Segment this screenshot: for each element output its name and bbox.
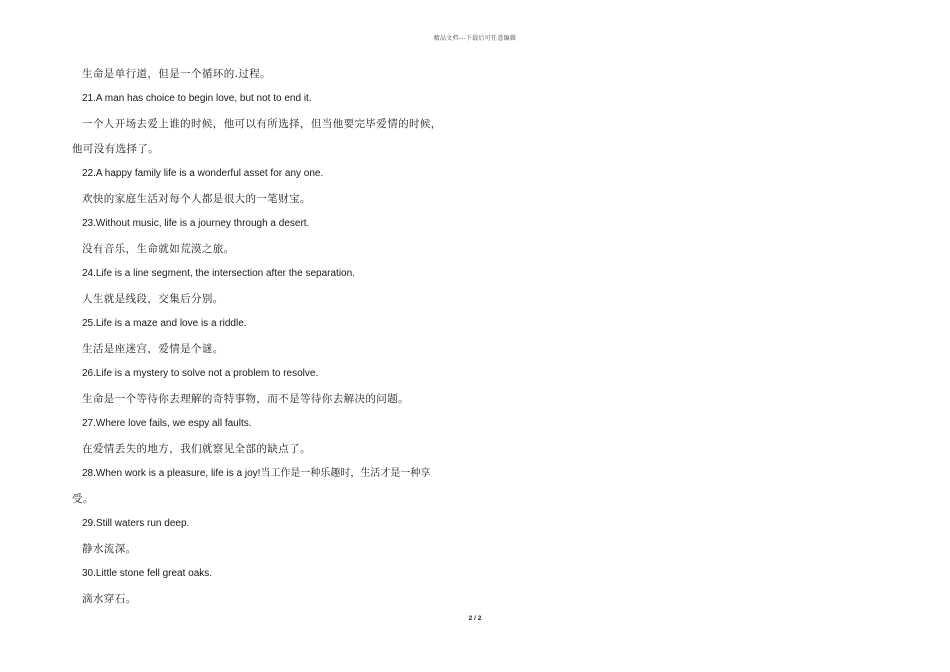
paragraph-line: 他可没有选择了。 — [72, 143, 160, 155]
quote-english: 22.A happy family life is a wonderful asset for any one. — [82, 168, 324, 179]
quote-english: 28.When work is a pleasure, life is a joy!当工作是一种乐趣时，生活才是一种享 — [82, 468, 431, 479]
document-body — [72, 66, 472, 616]
quote-english: 29.Still waters run deep. — [82, 518, 190, 529]
quote-english: 26.Life is a mystery to solve not a problem to resolve. — [82, 368, 319, 379]
paragraph-line: 生命是一个等待你去理解的奇特事物，而不是等待你去解决的问题。 — [82, 393, 409, 405]
paragraph-line: 静水流深。 — [82, 543, 137, 555]
quote-english: 24.Life is a line segment, the intersection after the separation. — [82, 268, 355, 279]
paragraph-line: 在爱情丢失的地方，我们就察见全部的缺点了。 — [82, 443, 311, 455]
quote-english: 21.A man has choice to begin love, but not to end it. — [82, 93, 312, 104]
page-number: 2 / 2 — [468, 615, 482, 622]
paragraph-line: 生命是单行道，但是一个循环的.过程。 — [82, 68, 272, 80]
paragraph-line: 没有音乐，生命就如荒漠之旅。 — [82, 243, 235, 255]
paragraph-line: 一个人开场去爱上谁的时候，他可以有所选择，但当他要完毕爱情的时候， — [82, 118, 442, 130]
paragraph-line: 欢快的家庭生活对每个人都是很大的一笔财宝。 — [82, 193, 311, 205]
paragraph-line: 人生就是线段，交集后分别。 — [82, 293, 224, 305]
paragraph-line: 受。 — [72, 493, 94, 505]
quote-english: 23.Without music, life is a journey through a desert. — [82, 218, 310, 229]
quote-english: 30.Little stone fell great oaks. — [82, 568, 213, 579]
paragraph-line: 滴水穿石。 — [82, 593, 137, 605]
page-header: 精品文档---下载后可任意编辑 — [433, 35, 517, 42]
quote-english: 27.Where love fails, we espy all faults. — [82, 418, 252, 429]
paragraph-line: 生活是座迷宫，爱情是个谜。 — [82, 343, 224, 355]
quote-english: 25.Life is a maze and love is a riddle. — [82, 318, 247, 329]
